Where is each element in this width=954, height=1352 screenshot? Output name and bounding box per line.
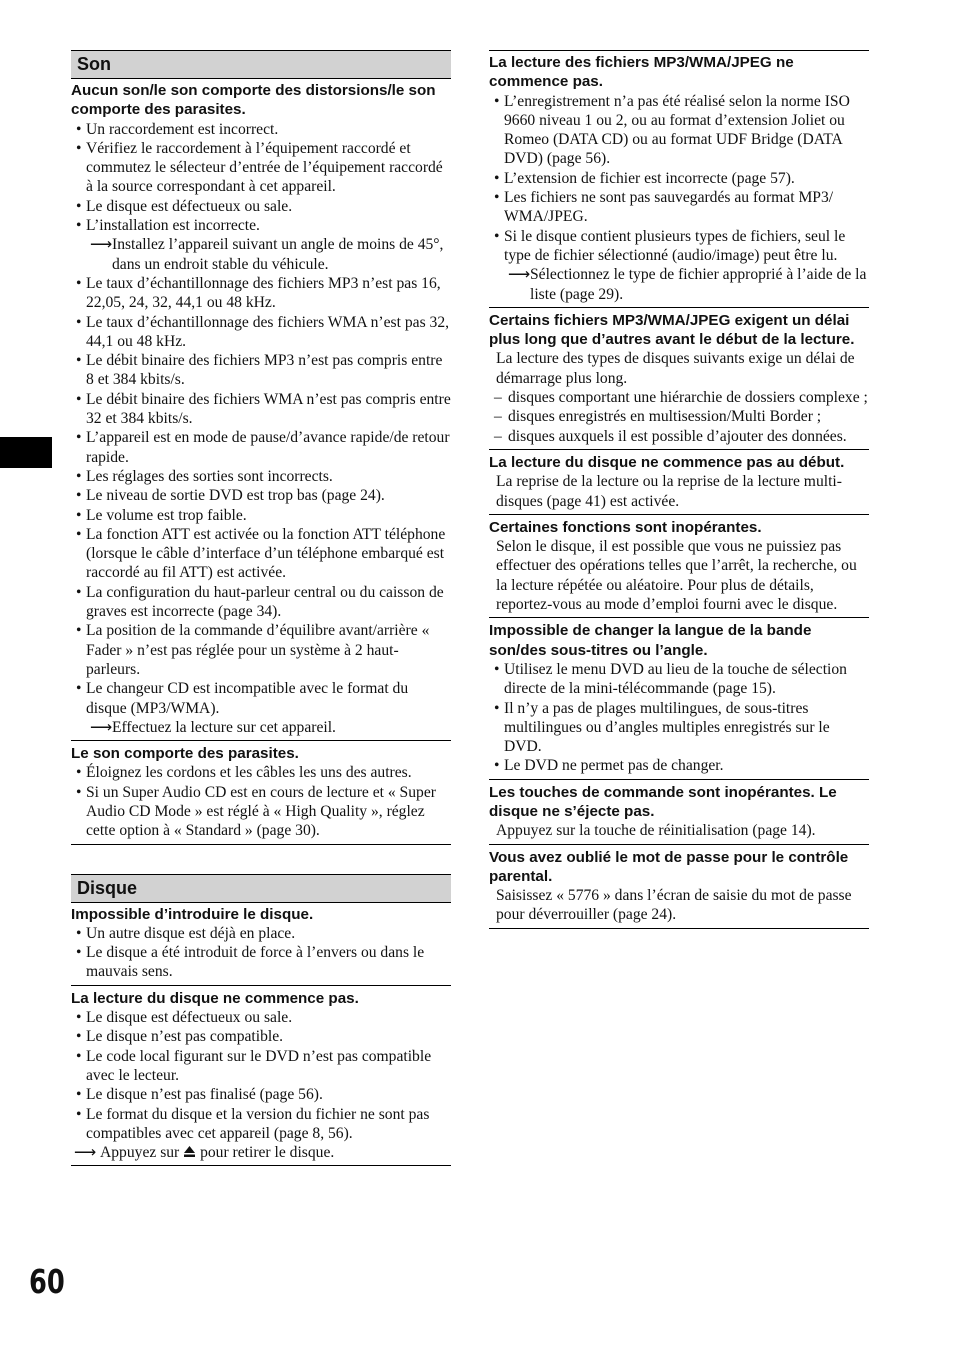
question-title: La lecture des fichiers MP3/WMA/JPEG ne commence pas.	[489, 54, 794, 91]
eject-icon	[183, 1145, 196, 1158]
question-block	[489, 621, 869, 779]
arrow-right-icon: ⟶	[508, 266, 531, 284]
list-item: • Le taux d’échantillonnage des fichiers WMA n’est pas 32, 44,1 ou 48 kHz.	[76, 313, 450, 350]
question-title: Certains fichiers MP3/WMA/JPEG exigent un délai plus long que d’autres avant le début de la lecture.	[489, 311, 855, 349]
question-title: Impossible d’introduire le disque.	[71, 905, 314, 923]
question-block	[489, 848, 869, 929]
right-column	[489, 50, 869, 932]
answer-list	[489, 660, 869, 776]
list-item: • Le code local figurant sur le DVD n’est pas compatible avec le lecteur.	[76, 1047, 432, 1084]
list-item: • Utilisez le menu DVD au lieu de la touche de sélection directe de la mini-télécommande (page 15).	[494, 660, 847, 698]
answer-list	[71, 763, 451, 840]
answer-text: Appuyez sur la touche de réinitialisation (page 14).	[496, 822, 816, 840]
list-item: • Un raccordement est incorrect.	[76, 120, 279, 138]
question-title: La lecture du disque ne commence pas au début.	[489, 453, 845, 471]
question-title: La lecture du disque ne commence pas.	[71, 989, 359, 1007]
list-item: • Le volume est trop faible.	[76, 506, 247, 524]
answer-text: La reprise de la lecture ou la reprise de la lecture multi-disques (page 41) est activée.	[496, 473, 842, 510]
list-item: – disques auxquels il est possible d’ajouter des données.	[494, 427, 847, 445]
question-title: Aucun son/le son comporte des distorsions/le son comporte des parasites.	[71, 82, 436, 119]
answer-list	[71, 924, 451, 982]
list-item: • Le format du disque et la version du fichier ne sont pas compatibles avec cet appareil (page 8, 56).	[76, 1105, 430, 1142]
list-item-remedy: ⟶ Installez l’appareil suivant un angle de moins de 45°, dans un endroit stable du véhicule.	[90, 236, 444, 273]
answer-text: Selon le disque, il est possible que vous ne puissiez pas effectuer des opérations telles que l’arrêt, la recherche, ou la lecture répétée ou aléatoire. Pour plus de détails, reportez-vous au mode d’emploi fourni avec le disque.	[496, 538, 857, 614]
left-column	[71, 50, 451, 1169]
answer-list	[71, 1008, 451, 1162]
arrow-right-icon: ⟶	[74, 1144, 97, 1162]
answer-list	[489, 92, 869, 304]
list-item: • Le DVD ne permet pas de changer.	[494, 757, 724, 775]
list-item: • Le taux d’échantillonnage des fichiers MP3 n’est pas 16, 22,05, 24, 32, 44,1 ou 48 kHz.	[76, 274, 441, 312]
list-item: • Le disque n’est pas compatible.	[76, 1028, 284, 1046]
list-item: • Le débit binaire des fichiers WMA n’est pas compris entre 32 et 384 kbits/s.	[76, 390, 451, 428]
question-block	[71, 744, 451, 844]
list-item: • Les fichiers ne sont pas sauvegardés au format MP3/ WMA/JPEG.	[494, 189, 834, 226]
list-item: • L’installation est incorrecte.	[76, 217, 260, 235]
list-item: • L’extension de fichier est incorrecte (page 57).	[494, 169, 795, 187]
list-item: • L’enregistrement n’a pas été réalisé selon la norme ISO 9660 niveau 1 ou 2, ou au format d’extension Joliet ou Romeo (DATA CD) ou au format UDF Bridge (DATA DVD) (page 56).	[494, 92, 850, 168]
list-item-remedy: ⟶ Effectuez la lecture sur cet appareil.	[90, 718, 336, 736]
list-item: • Si le disque contient plusieurs types de fichiers, seul le type de fichier sélectionné (audio/image) peut être lu.	[494, 227, 846, 264]
list-item: • Le niveau de sortie DVD est trop bas (page 24).	[76, 487, 385, 505]
list-item: • Le disque a été introduit de force à l’envers ou dans le mauvais sens.	[76, 944, 425, 981]
arrow-right-icon: ⟶	[90, 236, 113, 254]
list-item: • La configuration du haut-parleur central ou du caisson de graves est incorrecte (page 34).	[76, 583, 444, 621]
list-item: • Si un Super Audio CD est en cours de lecture et « Super Audio CD Mode » est réglé à « High Quality », réglez cette option à « Standard » (page 30).	[76, 783, 436, 840]
section-title-disque: Disque	[71, 874, 451, 903]
question-title: Le son comporte des parasites.	[71, 745, 299, 763]
list-item: • Le disque est défectueux ou sale.	[76, 1009, 293, 1027]
answer-text: La lecture des types de disques suivants exige un délai de démarrage plus long.	[496, 350, 855, 387]
answer-list	[489, 388, 869, 446]
question-block	[489, 311, 869, 450]
arrow-right-icon: ⟶	[90, 718, 113, 736]
question-block	[489, 783, 869, 845]
question-title: Impossible de changer la langue de la bande son/des sous-titres ou l’angle.	[489, 622, 812, 659]
list-item: • Éloignez les cordons et les câbles les uns des autres.	[76, 764, 412, 782]
page-number: 60	[29, 1262, 65, 1301]
question-block	[489, 50, 869, 308]
section-title-son: Son	[71, 50, 451, 79]
list-item: • La position de la commande d’équilibre avant/arrière « Fader » n’est pas réglée pour un système à 2 haut-parleurs.	[76, 622, 430, 678]
list-item: • Un autre disque est déjà en place.	[76, 924, 296, 942]
list-item: • Le débit binaire des fichiers MP3 n’est pas compris entre 8 et 384 kbits/s.	[76, 352, 443, 389]
list-item: • Le disque est défectueux ou sale.	[76, 197, 293, 215]
list-item: • Vérifiez le raccordement à l’équipement raccordé et commutez le sélecteur d’entrée de l’équipement raccordé à la source correspondant à cet appareil.	[76, 139, 443, 196]
list-item: • Le disque n’est pas finalisé (page 56).	[76, 1086, 323, 1104]
question-block	[71, 989, 451, 1167]
list-item: • L’appareil est en mode de pause/d’avance rapide/de retour rapide.	[76, 429, 450, 466]
question-block	[489, 453, 869, 515]
list-item: • Les réglages des sorties sont incorrects.	[76, 467, 333, 485]
list-item: • Il n’y a pas de plages multilingues, de sous-titres multilingues ou d’angles multiples enregistrés sur le DVD.	[494, 699, 830, 756]
question-block	[489, 518, 869, 618]
list-item: – disques enregistrés en multisession/Multi Border ;	[494, 408, 822, 426]
question-title: Certaines fonctions sont inopérantes.	[489, 518, 762, 536]
question-block	[71, 81, 451, 741]
list-item-remedy: ⟶ Sélectionnez le type de fichier approprié à l’aide de la liste (page 29).	[508, 266, 867, 303]
question-block	[71, 905, 451, 986]
list-item: – disques comportant une hiérarchie de dossiers complexe ;	[494, 389, 868, 407]
answer-list	[71, 120, 451, 738]
question-title: Les touches de commande sont inopérantes. Le disque ne s’éjecte pas.	[489, 783, 837, 820]
chapter-tab-marker	[0, 437, 52, 468]
question-title: Vous avez oublié le mot de passe pour le contrôle parental.	[489, 848, 849, 885]
list-item: • La fonction ATT est activée ou la fonction ATT téléphone (lorsque le câble d’interface d’un téléphone embarqué est raccordé au fil ATT) est activée.	[76, 525, 446, 582]
list-item: • Le changeur CD est incompatible avec le format du disque (MP3/WMA).	[76, 680, 409, 717]
answer-text: Saisissez « 5776 » dans l’écran de saisie du mot de passe pour déverrouiller (page 24).	[496, 887, 852, 924]
list-item-remedy: ⟶ Appuyez sur pour retirer le disque.	[74, 1144, 335, 1162]
